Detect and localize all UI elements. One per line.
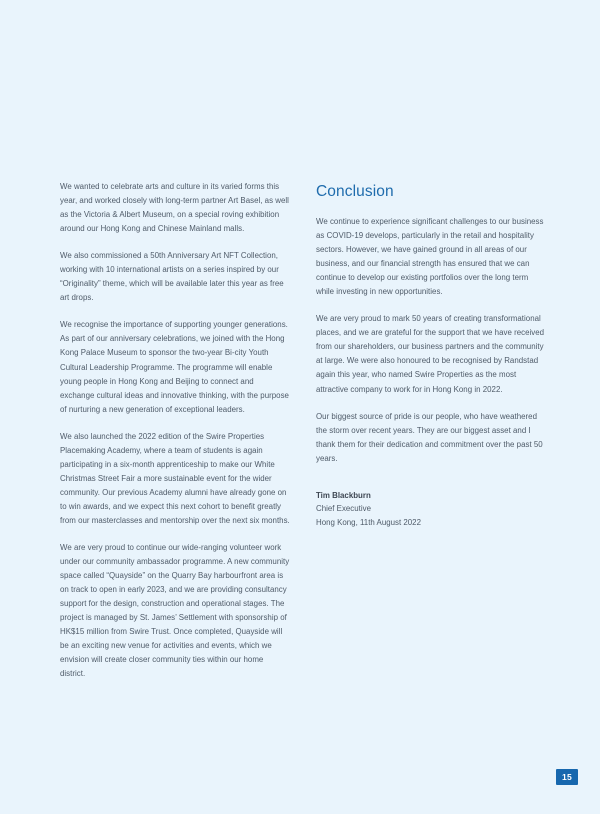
section-heading-conclusion: Conclusion [316,183,394,200]
signature-block [316,489,546,529]
paragraph: We also launched the 2022 edition of the Swire Properties Placemaking Academy, where a team of students is again participating in a six-month apprenticeship to make our White Christmas Street Fair a more sustainable event for the wider community. Our previous Academy alumni have already gone on to win awards, and we expect this next cohort to benefit greatly from our masterclasses and mentorship over the next six months. [60,431,290,525]
paragraph: We are very proud to continue our wide-ranging volunteer work under our community ambassador programme. A new community space called “Quayside” on the Quarry Bay harbourfront area is on track to open in early 2023, and we are providing consultancy support for the design, construction and operational stages. The project is managed by St. James’ Settlement with sponsorship of HK$15 million from Swire Trust. Once completed, Quayside will be an exciting new venue for activities and events, which we envision will create closer community ties within our home district. [60,543,290,679]
right-text-column [316,180,546,529]
paragraph: We wanted to celebrate arts and culture in its varied forms this year, and worked closely with long-term partner Art Basel, as well as the Victoria & Albert Museum, on a special roving exhibition around our Hong Kong and Chinese Mainland malls. [60,182,289,234]
signatory-title: Chief Executive [316,504,371,514]
page-number-badge: 15 [556,769,578,785]
two-column-layout [60,180,546,682]
signatory-place-date: Hong Kong, 11th August 2022 [316,517,421,527]
paragraph: Our biggest source of pride is our people, who have weathered the storm over recent years. They are our biggest asset and I thank them for their dedication and commitment over the past 50 years. [316,411,543,463]
left-text-column [60,180,290,682]
paragraph: We recognise the importance of supporting younger generations. As part of our anniversary celebrations, we joined with the Hong Kong Palace Museum to sponsor the two-year Bi-city Youth Cultural Leadership Programme. The programme will enable young people in Hong Kong and Beijing to connect and exchange cultural ideas and innovative thinking, with the purpose of nurturing a new generation of exceptional leaders. [60,320,289,414]
signatory-name: Tim Blackburn [316,490,371,500]
paragraph: We are very proud to mark 50 years of creating transformational places, and we are grateful for the support that we have received from our shareholders, our business partners and the community at large. We were also honoured to be recognised by Randstad again this year, who named Swire Properties as the most attractive company to work for in Hong Kong in 2022. [316,314,545,394]
paragraph: We continue to experience significant challenges to our business as COVID-19 develops, particularly in the retail and hospitality sectors. However, we have gained ground in all areas of our business, and our financial strength has ensured that we can continue to develop our existing portfolios over the long term while investing in new opportunities. [316,217,544,297]
paragraph: We also commissioned a 50th Anniversary Art NFT Collection, working with 10 international artists on a series inspired by our “Originality” theme, which will be available later this year as free art drops. [60,251,284,303]
